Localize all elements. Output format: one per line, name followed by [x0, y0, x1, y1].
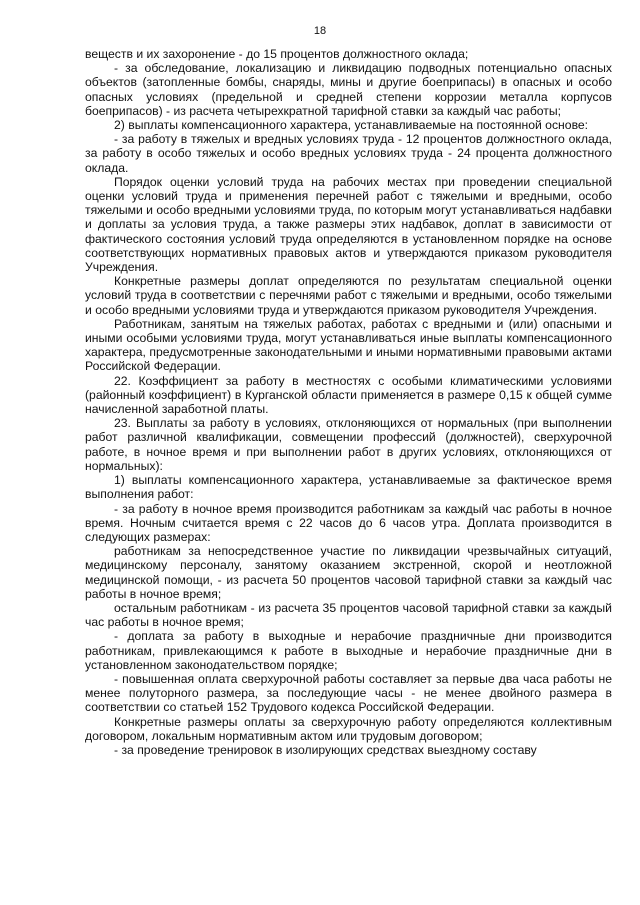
paragraph: 22. Коэффициент за работу в местностях с особыми климатическими условиями (районный коэффициент) в Курганской области применяется в размере 0,15 к общей сумме начисленной заработной платы.: [85, 373, 612, 417]
paragraph: Порядок оценки условий труда на рабочих местах при проведении специальной оценки условий труда и применения перечней работ с тяжелыми и вредными, особо тяжелыми и особо вредными условиями труда, по которым могут устанавливаться надбавки и доплаты за условия труда, а также размеры этих надбавок, доплат в зависимости от фактического состояния условий труда определяются в установленном порядке на основе соответствующих нормативных правовых актов и утверждаются приказом руководителя Учреждения.: [85, 174, 612, 275]
paragraph: 2) выплаты компенсационного характера, устанавливаемые на постоянной основе:: [114, 118, 589, 133]
paragraph: остальным работникам - из расчета 35 процентов часовой тарифной ставки за каждый час работы в ночное время;: [85, 600, 612, 630]
paragraph: 1) выплаты компенсационного характера, устанавливаемые за фактическое время выполнения работ:: [85, 473, 612, 502]
paragraph: Конкретные размеры доплат определяются по результатам специальной оценки условий труда в соответствии с перечнями работ с тяжелыми и вредными, особо тяжелыми и особо вредными условиями труда и утверждаются приказом руководителя Учреждения.: [85, 274, 612, 317]
document-body: [85, 47, 612, 757]
page-number: 18: [313, 25, 327, 37]
paragraph: Работникам, занятым на тяжелых работах, работах с вредными и (или) опасными и иными особыми условиями труда, могут устанавливаться иные выплаты компенсационного характера, предусмотренные законодательными и иными нормативными правовыми актами Российской Федерации.: [85, 316, 612, 374]
paragraph: - повышенная оплата сверхурочной работы составляет за первые два часа работы не менее полуторного размера, за последующие часы - не менее двойного размера в соответствии со статьей 152 Трудового кодекса Российской Федерации.: [85, 671, 612, 715]
paragraph: Конкретные размеры оплаты за сверхурочную работу определяются коллективным договором, локальным нормативным актом или трудовым договором;: [85, 714, 612, 743]
paragraph: веществ и их захоронение - до 15 процентов должностного оклада;: [85, 47, 469, 61]
paragraph: - за проведение тренировок в изолирующих средствах выездному составу: [114, 742, 537, 757]
paragraph: - за работу в ночное время производится работникам за каждый час работы в ночное время. Ночным считается время с 22 часов до 6 часов утра. Доплата производится в следующих размерах:: [85, 501, 612, 544]
paragraph: - за работу в тяжелых и вредных условиях труда - 12 процентов должностного оклада, за работу в особо тяжелых и особо вредных условиях труда - 24 процента должностного оклада.: [85, 132, 612, 175]
paragraph: работникам за непосредственное участие по ликвидации чрезвычайных ситуаций, медицинскому персоналу, занятому оказанием экстренной, скорой и неотложной медицинской помощи, - из расчета 50 процентов часовой тарифной ставки за каждый час работы в ночное время;: [85, 544, 612, 601]
paragraph: - за обследование, локализацию и ликвидацию подводных потенциально опасных объектов (затопленные бомбы, снаряды, мины и другие боеприпасы) в опасных и особо опасных условиях (предельной и средней степени коррозии металла корпусов боеприпасов) - из расчета четырехкратной тарифной ставки за каждый час работы;: [85, 61, 612, 118]
paragraph: - доплата за работу в выходные и нерабочие праздничные дни производится работникам, привлекающимся к работе в выходные и нерабочие праздничные дни в установленном законодательством порядке;: [85, 629, 612, 672]
paragraph: 23. Выплаты за работу в условиях, отклоняющихся от нормальных (при выполнении работ различной квалификации, совмещении профессий (должностей), сверхурочной работе, в ночное время и при выполнении работ в других условиях, отклоняющихся от нормальных):: [85, 416, 612, 473]
